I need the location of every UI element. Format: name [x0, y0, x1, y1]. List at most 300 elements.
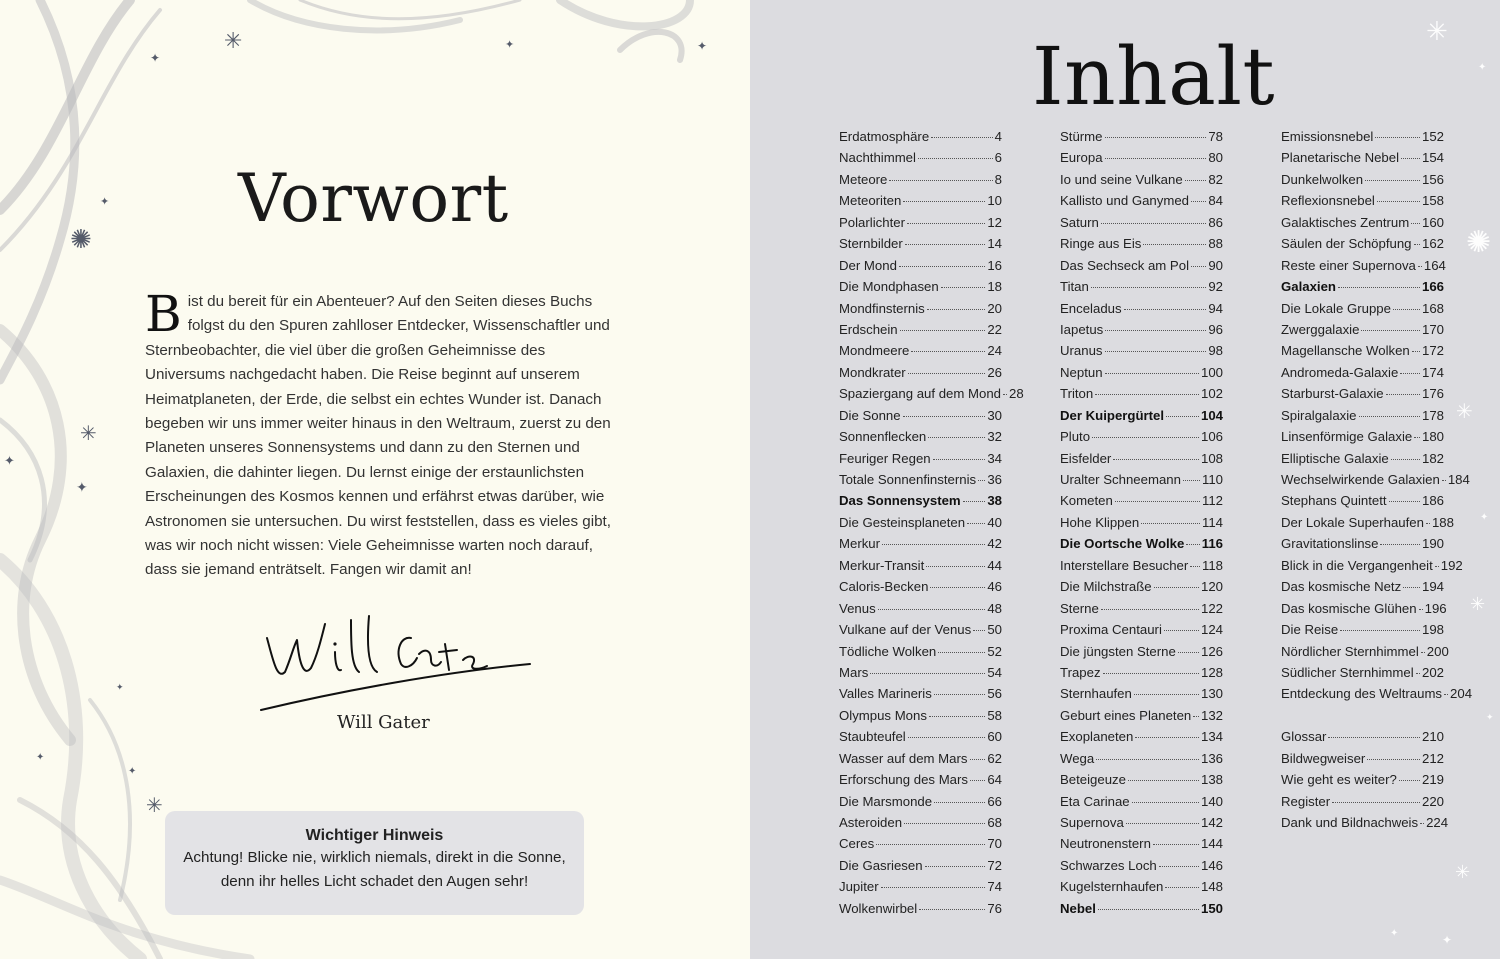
toc-dot-leader — [963, 501, 986, 502]
toc-entry-page: 132 — [1200, 707, 1223, 723]
toc-entry — [1060, 301, 1223, 322]
toc-dot-leader — [967, 523, 985, 524]
toc-dot-leader — [926, 566, 985, 567]
toc-entry — [839, 258, 1002, 279]
svg-text:✳: ✳ — [1456, 399, 1473, 423]
toc-entry-page: 110 — [1201, 472, 1223, 487]
toc-entry-title: Erdatmosphäre — [839, 129, 930, 144]
toc-entry — [1060, 129, 1223, 150]
toc-dot-leader — [1186, 544, 1199, 545]
toc-dot-leader — [1105, 373, 1199, 374]
toc-entry — [1281, 215, 1444, 236]
toc-entry — [839, 236, 1002, 257]
svg-text:✦: ✦ — [4, 454, 15, 469]
toc-entry-page: 144 — [1200, 836, 1223, 852]
toc-dot-leader — [1444, 694, 1448, 695]
toc-entry — [1281, 536, 1444, 557]
toc-entry-title: Dunkelwolken — [1281, 171, 1364, 187]
svg-text:✳: ✳ — [80, 421, 97, 445]
toc-entry — [1281, 600, 1447, 622]
toc-dot-leader — [918, 158, 993, 159]
toc-entry-title: Sonnenflecken — [839, 429, 927, 445]
toc-dot-leader — [1135, 737, 1199, 738]
toc-entry — [1281, 514, 1454, 536]
toc-entry-page: 154 — [1421, 150, 1444, 166]
toc-dot-leader — [1403, 587, 1420, 588]
toc-dot-leader — [907, 223, 985, 224]
toc-entry — [839, 622, 1002, 643]
toc-entry-page: 24 — [987, 343, 1002, 359]
drop-cap: B — [145, 285, 182, 343]
toc-dot-leader — [1377, 201, 1420, 202]
toc-entry-page: 192 — [1440, 557, 1463, 573]
toc-entry — [1060, 408, 1223, 429]
toc-entry — [1060, 601, 1223, 622]
toc-entry-title: Südlicher Sternhimmel — [1281, 664, 1414, 680]
toc-entry-page: 96 — [1208, 321, 1223, 337]
toc-entry-title: Hohe Klippen — [1060, 514, 1140, 530]
toc-entry-page: 172 — [1421, 343, 1444, 359]
toc-entry-title: Die Lokale Gruppe — [1281, 300, 1391, 316]
toc-entry — [839, 150, 1002, 171]
toc-entry — [1060, 215, 1223, 236]
toc-entry — [1281, 322, 1444, 343]
svg-text:✦: ✦ — [697, 39, 708, 53]
notice-title: Wichtiger Hinweis — [305, 827, 444, 844]
toc-dot-leader — [1105, 137, 1207, 138]
toc-entry-page: 98 — [1208, 343, 1223, 359]
toc-dot-leader — [1359, 416, 1420, 417]
toc-entry-title: Neptun — [1060, 364, 1103, 380]
toc-entry-title: Die Oortsche Wolke — [1060, 536, 1185, 552]
toc-dot-leader — [941, 287, 986, 288]
toc-entry-page: 150 — [1200, 900, 1223, 916]
toc-entry-title: Supernova — [1060, 815, 1124, 830]
toc-entry-title: Ceres — [839, 836, 875, 852]
toc-entry — [1281, 794, 1444, 815]
toc-entry-title: Wolkenwirbel — [839, 900, 918, 916]
toc-entry — [1060, 365, 1223, 386]
toc-dot-leader — [1442, 480, 1446, 481]
toc-entry-title: Die Reise — [1281, 622, 1339, 638]
toc-entry-title: Magellansche Wolken — [1281, 343, 1410, 359]
toc-entry-page: 184 — [1447, 472, 1470, 487]
notice-text: Achtung! Blicke nie, wirklich niemals, direkt in die Sonne, denn ihr helles Licht schadet den Augen sehr! — [183, 849, 566, 890]
toc-dot-leader — [1101, 223, 1206, 224]
toc-entry — [1060, 579, 1223, 600]
toc-dot-leader — [1096, 759, 1199, 760]
toc-dot-leader — [903, 416, 986, 417]
toc-dot-leader — [900, 330, 986, 331]
toc-entry-page: 82 — [1208, 171, 1223, 187]
toc-entry-title: Vulkane auf der Venus — [839, 622, 972, 638]
toc-dot-leader — [908, 737, 986, 738]
toc-entry-page: 60 — [987, 729, 1002, 745]
toc-entry — [1060, 858, 1223, 879]
toc-entry-page: 28 — [1009, 386, 1024, 402]
toc-entry — [1060, 751, 1223, 772]
toc-entry-title: Polarlichter — [839, 214, 905, 230]
toc-entry-title: Io und seine Vulkane — [1060, 171, 1183, 187]
toc-entry-title: Kallisto und Ganymed — [1060, 193, 1190, 209]
toc-entry — [1281, 622, 1444, 643]
toc-entry-title: Nachthimmel — [839, 150, 916, 166]
toc-entry-page: 142 — [1200, 815, 1223, 830]
toc-entry — [839, 129, 1002, 150]
svg-text:✦: ✦ — [1442, 933, 1453, 947]
toc-entry-page: 40 — [987, 514, 1002, 530]
toc-dot-leader — [1154, 587, 1199, 588]
toc-entry-title: Saturn — [1060, 214, 1099, 230]
toc-entry-page: 140 — [1200, 793, 1223, 809]
toc-entry-page: 220 — [1421, 793, 1444, 809]
toc-entry — [1060, 258, 1223, 279]
toc-entry-title: Caloris-Becken — [839, 579, 929, 595]
toc-entry — [839, 858, 1002, 879]
toc-entry-page: 66 — [987, 793, 1002, 809]
toc-entry-page: 196 — [1424, 600, 1447, 616]
toc-entry — [1281, 815, 1449, 836]
toc-entry-page: 74 — [987, 879, 1002, 895]
toc-entry-page: 62 — [987, 750, 1002, 766]
toc-entry — [1281, 279, 1444, 300]
toc-dot-leader — [1105, 158, 1207, 159]
toc-entry-page: 94 — [1208, 300, 1223, 316]
toc-entry-title: Neutronenstern — [1060, 836, 1151, 852]
toc-entry-title: Schwarzes Loch — [1060, 857, 1157, 873]
toc-dot-leader — [899, 266, 985, 267]
toc-dot-leader — [1092, 437, 1199, 438]
toc-entry — [1060, 622, 1223, 643]
toc-entry — [1281, 472, 1470, 493]
toc-entry-title: Eta Carinae — [1060, 793, 1130, 809]
toc-entry-title: Nebel — [1060, 900, 1096, 916]
toc-entry-page: 70 — [987, 836, 1002, 852]
toc-dot-leader — [903, 201, 985, 202]
toc-entry-page: 178 — [1421, 407, 1444, 423]
toc-dot-leader — [1361, 330, 1420, 331]
toc-entry-title: Die jüngsten Sterne — [1060, 643, 1176, 659]
toc-entry-page: 100 — [1200, 364, 1223, 380]
toc-dot-leader — [1375, 137, 1420, 138]
toc-dot-leader — [1126, 823, 1199, 824]
toc-dot-leader — [925, 866, 986, 867]
toc-entry-title: Nördlicher Sternhimmel — [1281, 643, 1419, 659]
foreword-paragraph: ist du bereit für ein Abenteuer? Auf den Seiten dieses Buchs folgst du den Spuren zahlloser Entdecker, Wissenschaftler und Sternbeobachter, die viel über die großen Geheimnisse des Universums nachgedacht haben. Die Reise beginnt auf unserem Heimatplaneten, der Erde, die selbst ein echtes Wunder ist. Danach begeben wir uns immer weiter hinaus in den Weltraum, zuerst zu den Planeten unseres Sonnensystems und dann zu den Sternen und Galaxien, die dahinter liegen. Du lernst einige der erstaunlichsten Erscheinungen des Kosmos kennen und erfährst etwas darüber, wie Astronomen sie untersuchen. Du wirst feststellen, dass es vieles gibt, was wir noch nicht wissen: Viele Geheimnisse warten noch darauf, dass sie jemand enträtselt. Fangen wir damit an! — [145, 293, 611, 579]
toc-entry-title: Feuriger Regen — [839, 450, 931, 466]
toc-dot-leader — [1128, 780, 1199, 781]
toc-entry-title: Eisfelder — [1060, 450, 1112, 466]
toc-entry-page: 160 — [1421, 214, 1444, 230]
toc-entry-page: 64 — [987, 772, 1002, 788]
toc-entry-page: 120 — [1200, 579, 1223, 595]
toc-entry-title: Sterne — [1060, 600, 1099, 616]
toc-entry-title: Totale Sonnenfinsternis — [839, 472, 977, 487]
toc-entry-page: 54 — [987, 664, 1002, 680]
toc-entry-title: Meteoriten — [839, 193, 902, 209]
toc-entry-title: Emissionsnebel — [1281, 129, 1374, 144]
toc-dot-leader — [1132, 802, 1199, 803]
toc-entry-page: 10 — [987, 193, 1002, 209]
toc-entry-title: Uranus — [1060, 343, 1103, 359]
toc-entry-page: 219 — [1421, 772, 1444, 788]
toc-entry — [839, 279, 1002, 300]
toc-dot-leader — [1165, 887, 1199, 888]
toc-entry — [1060, 493, 1223, 514]
toc-entry — [1281, 172, 1444, 193]
toc-entry — [1060, 515, 1223, 536]
toc-dot-leader — [1435, 566, 1439, 567]
toc-entry-title: Titan — [1060, 279, 1089, 295]
toc-entry-page: 112 — [1201, 493, 1223, 509]
toc-entry-title: Dank und Bildnachweis — [1281, 815, 1419, 830]
toc-dot-leader — [1153, 844, 1199, 845]
toc-entry — [1281, 301, 1444, 322]
toc-entry-page: 52 — [987, 643, 1002, 659]
toc-dot-leader — [1420, 823, 1424, 824]
toc-dot-leader — [1124, 309, 1207, 310]
toc-entry-page: 102 — [1200, 386, 1223, 402]
toc-entry-page: 152 — [1421, 129, 1444, 144]
contents-page — [750, 0, 1500, 959]
toc-entry-page: 50 — [987, 622, 1002, 638]
toc-entry — [1060, 472, 1223, 493]
toc-entry — [839, 751, 1002, 772]
toc-entry — [1060, 322, 1223, 343]
toc-entry-page: 212 — [1421, 750, 1444, 766]
toc-entry-title: Der Mond — [839, 257, 897, 273]
toc-entry — [839, 836, 1002, 857]
toc-entry-title: Zwerggalaxie — [1281, 321, 1360, 337]
toc-column-2 — [1060, 129, 1223, 922]
toc-entry-page: 30 — [987, 407, 1002, 423]
toc-dot-leader — [1418, 266, 1422, 267]
toc-entry-page: 92 — [1208, 279, 1223, 295]
toc-entry-page: 4 — [994, 129, 1002, 144]
toc-entry — [1281, 150, 1444, 171]
toc-dot-leader — [1367, 759, 1420, 760]
toc-entry — [1060, 429, 1223, 450]
toc-dot-leader — [1340, 630, 1420, 631]
toc-entry — [1281, 258, 1444, 279]
toc-entry-page: 58 — [987, 707, 1002, 723]
toc-entry-title: Wie geht es weiter? — [1281, 772, 1397, 788]
svg-text:✦: ✦ — [36, 752, 45, 763]
toc-entry — [839, 772, 1002, 793]
toc-entry-title: Kometen — [1060, 493, 1113, 509]
toc-entry-title: Mondfinsternis — [839, 300, 925, 316]
toc-entry — [839, 644, 1002, 665]
toc-entry — [839, 708, 1002, 729]
toc-dot-leader — [905, 244, 986, 245]
toc-entry — [839, 579, 1002, 600]
toc-entry — [1060, 772, 1223, 793]
toc-dot-leader — [1338, 287, 1420, 288]
toc-entry-page: 162 — [1421, 236, 1444, 252]
toc-entry-page: 134 — [1200, 729, 1223, 745]
toc-entry-title: Sternbilder — [839, 236, 903, 252]
toc-entry-page: 14 — [987, 236, 1002, 252]
toc-entry — [1060, 536, 1223, 557]
toc-dot-leader — [1191, 266, 1206, 267]
toc-dot-leader — [1393, 309, 1420, 310]
toc-dot-leader — [1141, 523, 1200, 524]
toc-entry-page: 168 — [1421, 300, 1444, 316]
svg-text:✦: ✦ — [76, 480, 88, 496]
toc-dot-leader — [978, 480, 985, 481]
toc-entry-page: 78 — [1208, 129, 1223, 144]
toc-entry-page: 88 — [1208, 236, 1223, 252]
toc-entry — [1060, 794, 1223, 815]
toc-entry-title: Valles Marineris — [839, 686, 932, 702]
toc-entry-title: Galaxien — [1281, 279, 1336, 295]
toc-entry-page: 12 — [987, 214, 1002, 230]
signature-name: Will Gater — [337, 712, 430, 733]
toc-entry-page: 190 — [1421, 536, 1444, 552]
toc-dot-leader — [876, 844, 985, 845]
toc-entry-title: Bildwegweiser — [1281, 750, 1366, 766]
toc-entry — [1281, 665, 1444, 686]
toc-entry-title: Venus — [839, 600, 876, 616]
toc-entry-title: Uralter Schneemann — [1060, 472, 1181, 487]
toc-entry-page: 202 — [1421, 664, 1444, 680]
toc-dot-leader — [970, 780, 985, 781]
toc-entry-title: Die Sonne — [839, 407, 901, 423]
toc-entry-page: 114 — [1201, 514, 1223, 530]
svg-text:✳: ✳ — [146, 793, 163, 817]
toc-entry-page: 34 — [987, 450, 1002, 466]
toc-entry — [1060, 236, 1223, 257]
toc-dot-leader — [1191, 201, 1206, 202]
toc-entry-page: 18 — [987, 279, 1002, 295]
svg-text:✺: ✺ — [1466, 225, 1492, 260]
toc-entry-title: Kugelsternhaufen — [1060, 879, 1164, 895]
toc-dot-leader — [1178, 652, 1199, 653]
toc-entry-title: Meteore — [839, 171, 888, 187]
toc-dot-leader — [911, 351, 985, 352]
toc-dot-leader — [1091, 287, 1207, 288]
handwritten-signature — [255, 610, 545, 720]
toc-entry-title: Merkur-Transit — [839, 557, 925, 573]
toc-entry-title: Asteroiden — [839, 815, 903, 830]
toc-entry-title: Tödliche Wolken — [839, 643, 937, 659]
toc-entry-title: Stephans Quintett — [1281, 493, 1387, 509]
toc-entry-page: 158 — [1421, 193, 1444, 209]
toc-entry-title: Jupiter — [839, 879, 879, 895]
toc-entry-page: 180 — [1421, 429, 1444, 445]
toc-dot-leader — [1389, 501, 1420, 502]
toc-entry-title: Stürme — [1060, 129, 1103, 144]
toc-entry — [1060, 836, 1223, 857]
toc-entry — [839, 879, 1002, 900]
toc-entry — [1281, 386, 1444, 407]
important-notice-box — [165, 811, 584, 915]
toc-entry — [839, 901, 1002, 922]
toc-dot-leader — [931, 137, 992, 138]
toc-dot-leader — [1419, 609, 1423, 610]
toc-entry-title: Sternhaufen — [1060, 686, 1132, 702]
toc-dot-leader — [1416, 673, 1420, 674]
toc-entry — [1060, 686, 1223, 707]
toc-entry-title: Elliptische Galaxie — [1281, 450, 1389, 466]
toc-entry-page: 118 — [1201, 557, 1223, 573]
toc-entry-page: 80 — [1208, 150, 1223, 166]
toc-entry — [1281, 365, 1444, 386]
toc-entry-title: Die Gasriesen — [839, 857, 923, 873]
toc-dot-leader — [1414, 244, 1420, 245]
toc-entry — [839, 451, 1002, 472]
toc-entry — [1060, 451, 1223, 472]
toc-dot-leader — [908, 373, 986, 374]
toc-dot-leader — [1103, 673, 1199, 674]
svg-text:✦: ✦ — [100, 195, 110, 208]
toc-entry — [839, 429, 1002, 450]
toc-entry-title: Spaziergang auf dem Mond — [839, 386, 1002, 402]
toc-entry — [1281, 751, 1444, 772]
toc-entry-page: 76 — [987, 900, 1002, 916]
toc-entry-title: Geburt eines Planeten — [1060, 707, 1192, 723]
toc-entry-title: Olympus Mons — [839, 707, 927, 723]
toc-entry-page: 32 — [987, 429, 1002, 445]
svg-text:✳: ✳ — [1426, 17, 1448, 47]
toc-dot-leader — [882, 544, 985, 545]
toc-dot-leader — [1414, 437, 1420, 438]
toc-entry — [839, 301, 1002, 322]
toc-entry-page: 68 — [987, 815, 1002, 830]
toc-entry-title: Die Marsmonde — [839, 793, 933, 809]
toc-entry — [1281, 343, 1444, 364]
svg-text:✦: ✦ — [150, 51, 161, 65]
toc-dot-leader — [1185, 180, 1207, 181]
toc-entry-page: 146 — [1200, 857, 1223, 873]
foreword-title: Vorwort — [238, 160, 509, 237]
svg-text:✺: ✺ — [70, 225, 92, 255]
toc-dot-leader — [1159, 866, 1199, 867]
toc-entry-title: Enceladus — [1060, 300, 1122, 316]
toc-dot-leader — [1412, 351, 1420, 352]
toc-dot-leader — [1095, 394, 1199, 395]
toc-entry-page: 122 — [1200, 600, 1223, 616]
toc-entry — [1060, 193, 1223, 214]
toc-entry-page: 36 — [987, 472, 1002, 487]
svg-text:✦: ✦ — [1390, 928, 1399, 939]
toc-entry-title: Erdschein — [839, 321, 898, 337]
toc-entry-page: 170 — [1421, 321, 1444, 337]
toc-entry-page: 22 — [987, 321, 1002, 337]
toc-dot-leader — [1400, 373, 1420, 374]
toc-entry-title: Das Sechseck am Pol — [1060, 257, 1189, 273]
toc-dot-leader — [929, 716, 985, 717]
toc-entry-title: Das kosmische Glühen — [1281, 600, 1417, 616]
toc-entry-title: Wasser auf dem Mars — [839, 750, 968, 766]
toc-entry-title: Die Mondphasen — [839, 279, 939, 295]
toc-entry-title: Wega — [1060, 750, 1095, 766]
toc-entry — [1281, 451, 1444, 472]
toc-entry-page: 204 — [1450, 686, 1473, 702]
toc-entry-page: 186 — [1421, 493, 1444, 509]
toc-entry — [839, 215, 1002, 236]
toc-dot-leader — [1143, 244, 1206, 245]
toc-entry-page: 194 — [1421, 579, 1444, 595]
toc-dot-leader — [973, 630, 985, 631]
toc-dot-leader — [1332, 802, 1420, 803]
toc-entry-page: 20 — [987, 300, 1002, 316]
toc-entry-page: 130 — [1200, 686, 1223, 702]
toc-dot-leader — [1134, 694, 1199, 695]
toc-dot-leader — [870, 673, 985, 674]
toc-entry — [1060, 879, 1223, 900]
svg-text:✦: ✦ — [128, 766, 137, 777]
